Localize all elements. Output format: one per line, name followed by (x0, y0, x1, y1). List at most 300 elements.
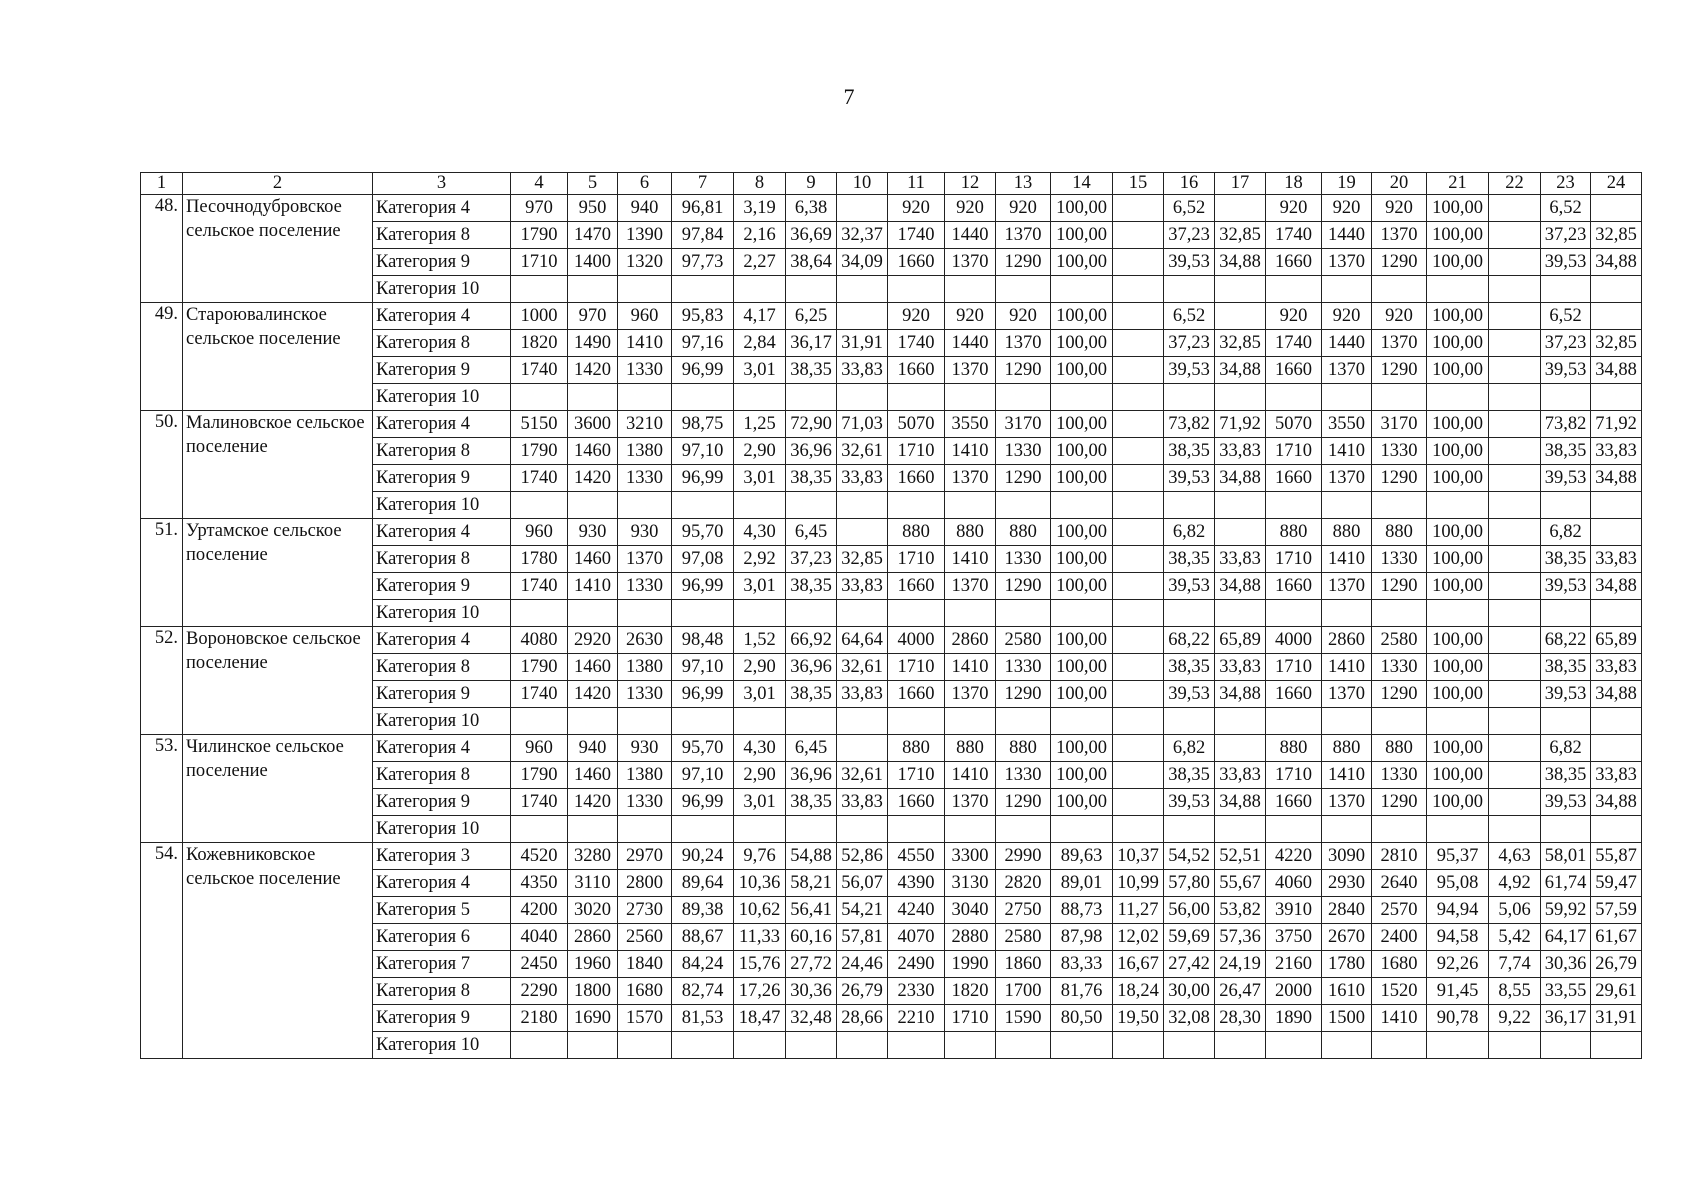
value-cell (837, 600, 888, 627)
value-cell: 1500 (1322, 1005, 1372, 1032)
value-cell (672, 600, 734, 627)
value-cell: 34,88 (1215, 465, 1266, 492)
value-cell: 1290 (996, 789, 1051, 816)
value-cell: 38,35 (1541, 546, 1591, 573)
value-cell: 920 (888, 195, 945, 222)
value-cell: 920 (945, 195, 996, 222)
column-header: 5 (568, 173, 618, 195)
value-cell: 34,88 (1591, 465, 1642, 492)
value-cell: 1330 (1372, 438, 1427, 465)
value-cell: 100,00 (1427, 222, 1489, 249)
value-cell: 1990 (945, 951, 996, 978)
value-cell: 2990 (996, 843, 1051, 870)
value-cell: 2670 (1322, 924, 1372, 951)
value-cell: 7,74 (1489, 951, 1541, 978)
value-cell: 2180 (511, 1005, 568, 1032)
value-cell (1266, 492, 1322, 519)
value-cell: 1410 (945, 654, 996, 681)
value-cell: 97,10 (672, 762, 734, 789)
value-cell: 30,36 (1541, 951, 1591, 978)
value-cell: 1710 (1266, 654, 1322, 681)
value-cell (837, 735, 888, 762)
value-cell: 4060 (1266, 870, 1322, 897)
value-cell: 1660 (1266, 573, 1322, 600)
value-cell (1051, 276, 1113, 303)
value-cell (1322, 492, 1372, 519)
value-cell: 95,83 (672, 303, 734, 330)
value-cell: 3170 (1372, 411, 1427, 438)
value-cell: 57,36 (1215, 924, 1266, 951)
value-cell: 24,19 (1215, 951, 1266, 978)
value-cell (1372, 816, 1427, 843)
column-header: 23 (1541, 173, 1591, 195)
value-cell (996, 384, 1051, 411)
column-header: 2 (183, 173, 373, 195)
value-cell: 34,88 (1215, 573, 1266, 600)
value-cell (1489, 708, 1541, 735)
value-cell: 880 (888, 519, 945, 546)
column-header: 15 (1113, 173, 1164, 195)
value-cell: 5150 (511, 411, 568, 438)
value-cell: 55,67 (1215, 870, 1266, 897)
value-cell: 16,67 (1113, 951, 1164, 978)
value-cell: 1660 (888, 465, 945, 492)
value-cell: 4,92 (1489, 870, 1541, 897)
value-cell (1113, 438, 1164, 465)
value-cell: 1370 (945, 681, 996, 708)
value-cell (888, 276, 945, 303)
value-cell: 83,33 (1051, 951, 1113, 978)
value-cell: 2630 (618, 627, 672, 654)
column-header: 1 (141, 173, 183, 195)
value-cell: 1660 (888, 357, 945, 384)
column-header: 4 (511, 173, 568, 195)
value-cell: 34,88 (1215, 357, 1266, 384)
row-number: 51. (141, 519, 183, 627)
value-cell: 89,38 (672, 897, 734, 924)
value-cell: 38,35 (786, 681, 837, 708)
value-cell: 19,50 (1113, 1005, 1164, 1032)
value-cell: 91,45 (1427, 978, 1489, 1005)
category-label: Категория 8 (373, 438, 511, 465)
value-cell: 920 (888, 303, 945, 330)
value-cell: 1370 (1322, 573, 1372, 600)
value-cell: 1330 (618, 573, 672, 600)
value-cell (734, 384, 786, 411)
value-cell: 38,35 (1541, 762, 1591, 789)
value-cell (1372, 276, 1427, 303)
value-cell: 80,50 (1051, 1005, 1113, 1032)
value-cell: 89,63 (1051, 843, 1113, 870)
value-cell: 2560 (618, 924, 672, 951)
value-cell: 95,08 (1427, 870, 1489, 897)
value-cell: 12,02 (1113, 924, 1164, 951)
value-cell: 54,88 (786, 843, 837, 870)
category-label: Категория 10 (373, 600, 511, 627)
value-cell (786, 492, 837, 519)
value-cell: 100,00 (1427, 681, 1489, 708)
value-cell: 1660 (1266, 249, 1322, 276)
value-cell (1489, 384, 1541, 411)
value-cell: 38,64 (786, 249, 837, 276)
value-cell: 3910 (1266, 897, 1322, 924)
value-cell (618, 276, 672, 303)
value-cell (1113, 816, 1164, 843)
value-cell: 1460 (568, 546, 618, 573)
value-cell (1427, 708, 1489, 735)
value-cell (996, 1032, 1051, 1059)
value-cell (734, 708, 786, 735)
value-cell: 5,42 (1489, 924, 1541, 951)
value-cell (1541, 276, 1591, 303)
value-cell: 2,16 (734, 222, 786, 249)
value-cell: 2490 (888, 951, 945, 978)
value-cell: 100,00 (1427, 627, 1489, 654)
category-label: Категория 5 (373, 897, 511, 924)
value-cell: 6,52 (1541, 303, 1591, 330)
settlement-name: Песочнодубровское сельское поселение (183, 195, 373, 303)
value-cell: 1710 (511, 249, 568, 276)
value-cell: 90,78 (1427, 1005, 1489, 1032)
value-cell (1427, 816, 1489, 843)
value-cell: 100,00 (1051, 681, 1113, 708)
value-cell: 95,37 (1427, 843, 1489, 870)
value-cell: 1,52 (734, 627, 786, 654)
value-cell: 10,99 (1113, 870, 1164, 897)
value-cell: 4,30 (734, 735, 786, 762)
value-cell: 3110 (568, 870, 618, 897)
value-cell (945, 276, 996, 303)
value-cell: 36,96 (786, 762, 837, 789)
value-cell: 3600 (568, 411, 618, 438)
value-cell: 1570 (618, 1005, 672, 1032)
value-cell: 1660 (1266, 357, 1322, 384)
value-cell (1164, 708, 1215, 735)
value-cell (1489, 519, 1541, 546)
value-cell: 56,00 (1164, 897, 1215, 924)
value-cell: 2860 (945, 627, 996, 654)
value-cell (1215, 384, 1266, 411)
value-cell: 1330 (618, 681, 672, 708)
value-cell: 3,01 (734, 357, 786, 384)
value-cell: 100,00 (1051, 303, 1113, 330)
value-cell (1489, 573, 1541, 600)
value-cell (1489, 276, 1541, 303)
value-cell: 970 (511, 195, 568, 222)
value-cell: 1860 (996, 951, 1051, 978)
value-cell: 3210 (618, 411, 672, 438)
value-cell (1591, 519, 1642, 546)
value-cell (618, 600, 672, 627)
value-cell: 1790 (511, 762, 568, 789)
value-cell (1113, 519, 1164, 546)
value-cell: 96,81 (672, 195, 734, 222)
value-cell (1322, 1032, 1372, 1059)
value-cell: 1290 (996, 573, 1051, 600)
column-header: 3 (373, 173, 511, 195)
value-cell (1541, 708, 1591, 735)
value-cell: 32,61 (837, 654, 888, 681)
value-cell: 73,82 (1164, 411, 1215, 438)
value-cell: 1290 (1372, 573, 1427, 600)
value-cell: 34,88 (1591, 249, 1642, 276)
value-cell: 39,53 (1541, 681, 1591, 708)
value-cell: 98,48 (672, 627, 734, 654)
value-cell: 100,00 (1427, 330, 1489, 357)
value-cell: 4000 (888, 627, 945, 654)
value-cell: 33,83 (837, 789, 888, 816)
category-label: Категория 3 (373, 843, 511, 870)
value-cell: 1290 (996, 681, 1051, 708)
column-header: 11 (888, 173, 945, 195)
column-header: 10 (837, 173, 888, 195)
value-cell: 96,99 (672, 573, 734, 600)
value-cell (996, 816, 1051, 843)
category-label: Категория 4 (373, 519, 511, 546)
value-cell: 1000 (511, 303, 568, 330)
table-row (141, 195, 1642, 222)
row-number: 53. (141, 735, 183, 843)
value-cell (1591, 816, 1642, 843)
value-cell: 1370 (1372, 330, 1427, 357)
value-cell: 1610 (1322, 978, 1372, 1005)
value-cell: 24,46 (837, 951, 888, 978)
category-label: Категория 9 (373, 465, 511, 492)
value-cell: 1330 (996, 762, 1051, 789)
value-cell: 880 (1266, 735, 1322, 762)
value-cell: 56,41 (786, 897, 837, 924)
value-cell (945, 384, 996, 411)
value-cell: 31,91 (1591, 1005, 1642, 1032)
value-cell (996, 708, 1051, 735)
value-cell: 1740 (511, 357, 568, 384)
value-cell: 100,00 (1051, 546, 1113, 573)
value-cell: 39,53 (1164, 357, 1215, 384)
value-cell (568, 384, 618, 411)
value-cell: 88,67 (672, 924, 734, 951)
value-cell (672, 816, 734, 843)
value-cell: 2970 (618, 843, 672, 870)
value-cell (1113, 222, 1164, 249)
value-cell: 100,00 (1427, 735, 1489, 762)
category-label: Категория 4 (373, 735, 511, 762)
value-cell (1266, 384, 1322, 411)
value-cell: 33,55 (1541, 978, 1591, 1005)
value-cell: 2330 (888, 978, 945, 1005)
value-cell: 39,53 (1164, 573, 1215, 600)
value-cell: 18,47 (734, 1005, 786, 1032)
value-cell: 3300 (945, 843, 996, 870)
value-cell: 64,64 (837, 627, 888, 654)
value-cell: 18,24 (1113, 978, 1164, 1005)
value-cell (837, 816, 888, 843)
category-label: Категория 4 (373, 195, 511, 222)
value-cell: 880 (1372, 519, 1427, 546)
value-cell: 100,00 (1427, 303, 1489, 330)
value-cell (1427, 1032, 1489, 1059)
value-cell: 1890 (1266, 1005, 1322, 1032)
value-cell: 6,82 (1541, 519, 1591, 546)
value-cell: 2930 (1322, 870, 1372, 897)
value-cell (888, 600, 945, 627)
value-cell: 36,17 (1541, 1005, 1591, 1032)
value-cell (1113, 1032, 1164, 1059)
value-cell: 2400 (1372, 924, 1427, 951)
value-cell: 34,09 (837, 249, 888, 276)
value-cell: 37,23 (786, 546, 837, 573)
value-cell (1113, 762, 1164, 789)
value-cell (888, 1032, 945, 1059)
value-cell: 38,35 (786, 573, 837, 600)
value-cell (888, 384, 945, 411)
value-cell: 1380 (618, 654, 672, 681)
value-cell (1113, 546, 1164, 573)
value-cell: 2840 (1322, 897, 1372, 924)
value-cell (1591, 708, 1642, 735)
value-cell (1113, 384, 1164, 411)
value-cell: 38,35 (1164, 654, 1215, 681)
value-cell: 1410 (945, 762, 996, 789)
value-cell (568, 600, 618, 627)
value-cell: 1740 (511, 573, 568, 600)
value-cell (837, 276, 888, 303)
value-cell: 4000 (1266, 627, 1322, 654)
value-cell: 100,00 (1051, 762, 1113, 789)
value-cell: 1740 (1266, 222, 1322, 249)
value-cell: 2920 (568, 627, 618, 654)
category-label: Категория 8 (373, 546, 511, 573)
value-cell: 1330 (1372, 762, 1427, 789)
value-cell (1591, 276, 1642, 303)
value-cell: 100,00 (1427, 411, 1489, 438)
value-cell: 38,35 (1541, 654, 1591, 681)
value-cell: 26,79 (1591, 951, 1642, 978)
value-cell: 1410 (1322, 438, 1372, 465)
row-number: 54. (141, 843, 183, 1059)
value-cell (837, 708, 888, 735)
value-cell: 880 (996, 519, 1051, 546)
value-cell (945, 708, 996, 735)
value-cell (1541, 492, 1591, 519)
value-cell: 94,94 (1427, 897, 1489, 924)
value-cell: 1410 (1322, 546, 1372, 573)
value-cell: 32,08 (1164, 1005, 1215, 1032)
value-cell: 930 (568, 519, 618, 546)
value-cell: 39,53 (1541, 573, 1591, 600)
value-cell: 1330 (1372, 546, 1427, 573)
value-cell: 1460 (568, 654, 618, 681)
value-cell (1164, 1032, 1215, 1059)
value-cell: 52,86 (837, 843, 888, 870)
value-cell: 100,00 (1051, 411, 1113, 438)
value-cell: 100,00 (1051, 654, 1113, 681)
value-cell (734, 276, 786, 303)
value-cell: 39,53 (1541, 789, 1591, 816)
value-cell: 6,25 (786, 303, 837, 330)
value-cell: 1370 (618, 546, 672, 573)
value-cell: 33,83 (1215, 762, 1266, 789)
value-cell: 87,98 (1051, 924, 1113, 951)
value-cell: 1290 (996, 465, 1051, 492)
value-cell: 1370 (945, 465, 996, 492)
value-cell: 11,33 (734, 924, 786, 951)
value-cell: 55,87 (1591, 843, 1642, 870)
settlement-name: Чилинское сельское поселение (183, 735, 373, 843)
value-cell: 1290 (1372, 681, 1427, 708)
value-cell (1051, 708, 1113, 735)
value-cell: 1370 (1322, 249, 1372, 276)
category-label: Категория 10 (373, 1032, 511, 1059)
value-cell (1489, 546, 1541, 573)
value-cell: 880 (1322, 519, 1372, 546)
value-cell (1489, 465, 1541, 492)
value-cell (1164, 276, 1215, 303)
value-cell (786, 276, 837, 303)
value-cell: 1710 (888, 438, 945, 465)
value-cell (511, 1032, 568, 1059)
value-cell (837, 195, 888, 222)
value-cell: 30,36 (786, 978, 837, 1005)
page-number: 7 (843, 84, 855, 109)
value-cell (1215, 708, 1266, 735)
value-cell (1113, 411, 1164, 438)
column-header: 22 (1489, 173, 1541, 195)
value-cell: 61,67 (1591, 924, 1642, 951)
value-cell (1215, 600, 1266, 627)
value-cell (511, 816, 568, 843)
value-cell: 1710 (1266, 762, 1322, 789)
value-cell: 1370 (945, 573, 996, 600)
value-cell: 26,47 (1215, 978, 1266, 1005)
value-cell: 72,90 (786, 411, 837, 438)
value-cell: 37,23 (1541, 330, 1591, 357)
value-cell: 960 (511, 735, 568, 762)
value-cell: 3040 (945, 897, 996, 924)
value-cell (1266, 816, 1322, 843)
value-cell: 34,88 (1215, 681, 1266, 708)
value-cell: 68,22 (1164, 627, 1215, 654)
value-cell: 880 (945, 735, 996, 762)
value-cell (888, 492, 945, 519)
value-cell (1322, 708, 1372, 735)
value-cell: 37,23 (1164, 222, 1215, 249)
value-cell: 32,48 (786, 1005, 837, 1032)
value-cell (786, 708, 837, 735)
value-cell: 28,66 (837, 1005, 888, 1032)
value-cell: 33,83 (1591, 762, 1642, 789)
value-cell: 38,35 (786, 465, 837, 492)
value-cell: 71,03 (837, 411, 888, 438)
value-cell: 56,07 (837, 870, 888, 897)
value-cell: 1490 (568, 330, 618, 357)
value-cell (618, 708, 672, 735)
value-cell: 34,88 (1215, 249, 1266, 276)
value-cell: 1370 (945, 249, 996, 276)
value-cell: 950 (568, 195, 618, 222)
value-cell: 34,88 (1591, 789, 1642, 816)
category-label: Категория 8 (373, 654, 511, 681)
value-cell: 57,80 (1164, 870, 1215, 897)
value-cell (1113, 627, 1164, 654)
value-cell: 1290 (1372, 249, 1427, 276)
value-cell (1591, 195, 1642, 222)
value-cell: 1740 (1266, 330, 1322, 357)
value-cell: 1710 (888, 546, 945, 573)
value-cell: 10,36 (734, 870, 786, 897)
value-cell: 3,19 (734, 195, 786, 222)
value-cell: 59,92 (1541, 897, 1591, 924)
value-cell: 54,52 (1164, 843, 1215, 870)
